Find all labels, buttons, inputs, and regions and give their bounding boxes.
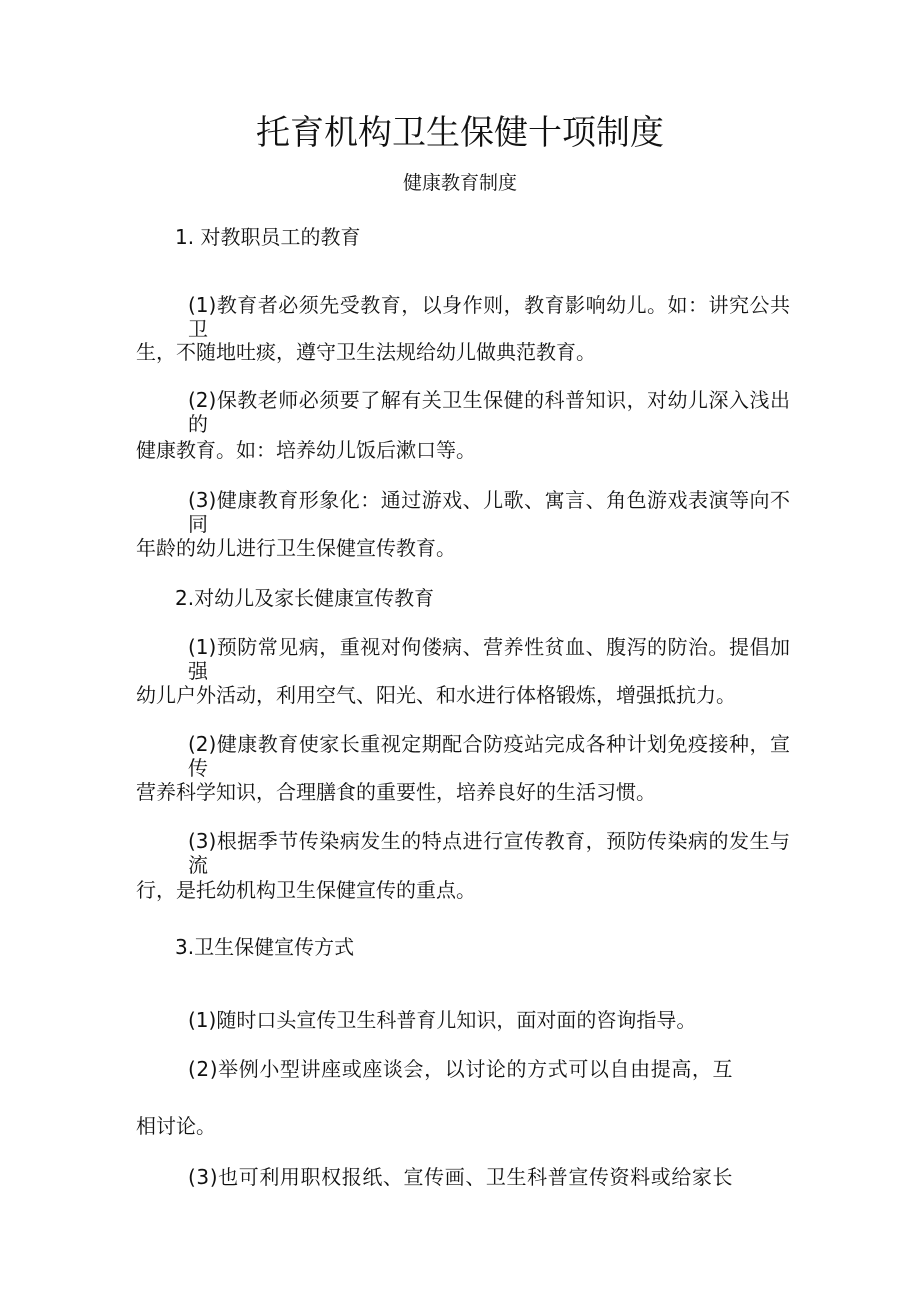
paragraph-line: (1)预防常见病，重视对佝偻病、营养性贫血、腹泻的防治。提倡加强 (188, 635, 790, 683)
paragraph-line: 年龄的幼儿进行卫生保健宣传教育。 (136, 536, 456, 560)
paragraph-line: 健康教育。如：培养幼儿饭后漱口等。 (136, 438, 476, 462)
paragraph-line: (2)保教老师必须要了解有关卫生保健的科普知识，对幼儿深入浅出的 (188, 388, 790, 436)
paragraph-line: 生，不随地吐痰，遵守卫生法规给幼儿做典范教育。 (136, 340, 596, 364)
paragraph-line: 营养科学知识，合理膳食的重要性，培养良好的生活习惯。 (136, 780, 656, 804)
paragraph-line: (3)根据季节传染病发生的特点进行宣传教育，预防传染病的发生与流 (188, 829, 790, 877)
paragraph-line: 行，是托幼机构卫生保健宣传的重点。 (136, 878, 476, 902)
paragraph-line: (2)健康教育使家长重视定期配合防疫站完成各种计划免疫接种，宣传 (188, 732, 790, 780)
paragraph-line: 幼儿户外活动，利用空气、阳光、和水进行体格锻炼，增强抵抗力。 (136, 683, 736, 707)
section-heading: 1. 对教职员工的教育 (175, 225, 361, 249)
document-subtitle: 健康教育制度 (402, 172, 517, 194)
paragraph-line: (3)健康教育形象化：通过游戏、儿歌、寓言、角色游戏表演等向不同 (188, 488, 790, 536)
paragraph-line: (1)随时口头宣传卫生科普育儿知识，面对面的咨询指导。 (188, 1008, 697, 1032)
paragraph-line: 相讨论。 (136, 1114, 216, 1138)
section-heading: 2.对幼儿及家长健康宣传教育 (175, 586, 435, 610)
paragraph-line: (2)举例小型讲座或座谈会，以讨论的方式可以自由提高，互 (188, 1057, 734, 1081)
paragraph-line: (3)也可利用职权报纸、宣传画、卫生科普宣传资料或给家长 (188, 1165, 734, 1189)
section-heading: 3.卫生保健宣传方式 (175, 935, 355, 959)
document-title: 托育机构卫生保健十项制度 (256, 113, 664, 153)
paragraph-line: (1)教育者必须先受教育，以身作则，教育影响幼儿。如：讲究公共卫 (188, 293, 790, 341)
